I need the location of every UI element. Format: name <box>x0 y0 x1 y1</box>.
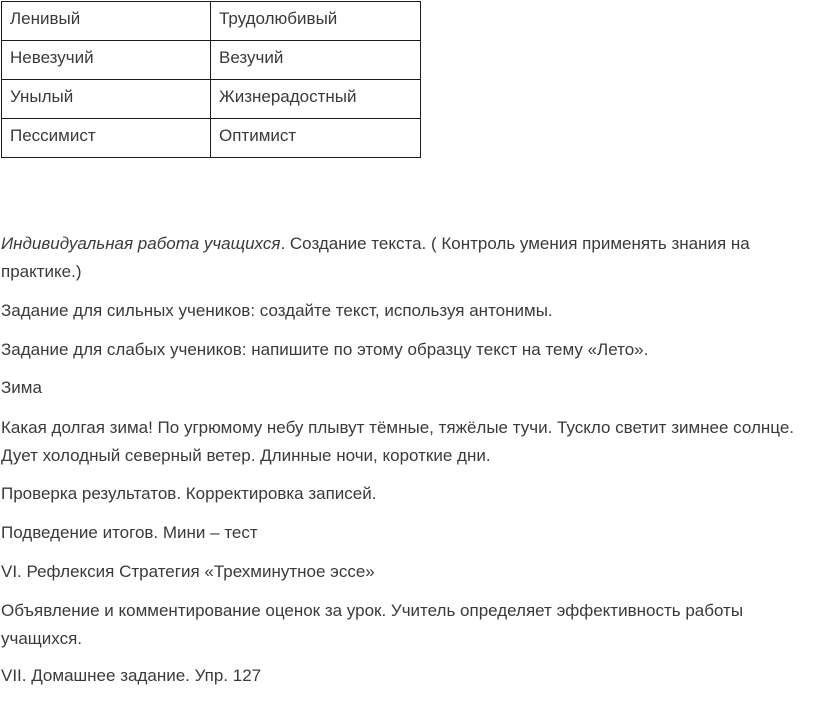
sample-title: Зима <box>1 378 42 397</box>
table-cell: Жизнерадостный <box>211 80 421 119</box>
table-cell: Пессимист <box>2 119 211 158</box>
antonyms-table <box>1 1 421 158</box>
task-weak-paragraph: Задание для слабых учеников: напишите по этому образцу текст на тему «Лето». <box>1 340 649 359</box>
table-row <box>2 119 421 158</box>
individual-work-paragraph <box>1 230 813 286</box>
reflection-paragraph: VI. Рефлексия Стратегия «Трехминутное эссе» <box>1 562 375 581</box>
check-paragraph: Проверка результатов. Корректировка записей. <box>1 484 377 503</box>
sample-text-paragraph: Какая долгая зима! По угрюмому небу плывут тёмные, тяжёлые тучи. Тускло светит зимнее солнце. Дует холодный северный ветер. Длинные ночи, короткие дни. <box>1 418 794 465</box>
summary-paragraph: Подведение итогов. Мини – тест <box>1 523 258 542</box>
table-cell: Везучий <box>211 41 421 80</box>
individual-work-italic: Индивидуальная работа учащихся <box>1 234 281 253</box>
individual-work-text: . Создание текста. ( Контроль умения применять знания на практике.) <box>1 234 750 281</box>
grades-paragraph: Объявление и комментирование оценок за урок. Учитель определяет эффективность работы учащихся. <box>1 601 744 648</box>
homework-paragraph: VII. Домашнее задание. Упр. 127 <box>1 666 262 685</box>
table-cell: Трудолюбивый <box>211 2 421 41</box>
table-cell: Ленивый <box>2 2 211 41</box>
table-cell: Унылый <box>2 80 211 119</box>
table-row <box>2 2 421 41</box>
table-row <box>2 41 421 80</box>
table-row <box>2 80 421 119</box>
task-strong-paragraph: Задание для сильных учеников: создайте текст, используя антонимы. <box>1 301 553 320</box>
table-cell: Невезучий <box>2 41 211 80</box>
table-cell: Оптимист <box>211 119 421 158</box>
